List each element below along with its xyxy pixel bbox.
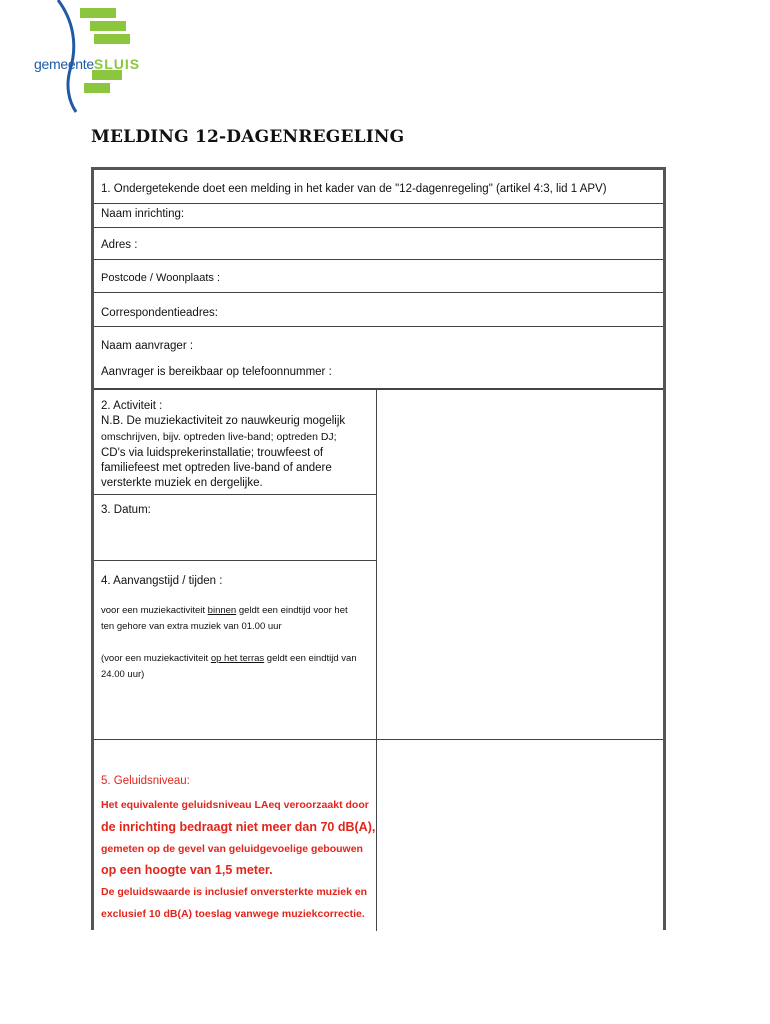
section5-line: gemeten op de gevel van geluidgevoelige gebouwen <box>101 843 363 855</box>
section3-heading: 3. Datum: <box>101 504 151 516</box>
section5-line: Het equivalente geluidsniveau LAeq veroorzaakt door <box>101 799 369 811</box>
section5-line: De geluidswaarde is inclusief onversterkte muziek en <box>101 886 368 898</box>
section4-binnen-line1: voor een muziekactiviteit binnen geldt een eindtijd voor het <box>101 605 348 616</box>
section2-line: N.B. De muziekactiviteit zo nauwkeurig mogelijk <box>101 415 346 427</box>
logo-text: gemeenteSLUIS <box>34 56 141 72</box>
section2-heading: 2. Activiteit : <box>101 400 163 412</box>
label-naam-aanvrager: Naam aanvrager : <box>101 340 194 352</box>
section2-line: versterkte muziek en dergelijke. <box>101 477 263 489</box>
section5-line: op een hoogte van 1,5 meter. <box>101 863 273 877</box>
section2-line: omschrijven, bijv. optreden live-band; optreden DJ; <box>101 431 337 443</box>
gemeente-sluis-logo <box>28 0 148 115</box>
label-bereikbaar-telefoon: Aanvrager is bereikbaar op telefoonnummer : <box>101 366 332 378</box>
section2-line: CD's via luidsprekerinstallatie; trouwfeest of <box>101 447 324 459</box>
label-naam-inrichting: Naam inrichting: <box>101 208 185 220</box>
label-correspondentieadres: Correspondentieadres: <box>101 307 218 319</box>
section5-line: exclusief 10 dB(A) toeslag vanwege muziekcorrectie. <box>101 908 365 920</box>
melding-form <box>91 167 666 930</box>
page-title: MELDING 12-DAGENREGELING <box>91 127 405 147</box>
section4-terras-line2: 24.00 uur) <box>101 669 145 680</box>
section1-heading: 1. Ondergetekende doet een melding in het kader van de "12-dagenregeling" (artikel 4:3, lid 1 APV) <box>101 183 607 195</box>
section5-heading: 5. Geluidsniveau: <box>101 775 190 787</box>
label-postcode-woonplaats: Postcode / Woonplaats : <box>101 272 221 284</box>
label-adres: Adres : <box>101 239 138 251</box>
section2-line: familiefeest met optreden live-band of andere <box>101 462 332 474</box>
section4-heading: 4. Aanvangstijd / tijden : <box>101 575 223 587</box>
section4-binnen-line2: ten gehore van extra muziek van 01.00 uur <box>101 621 282 632</box>
section4-terras-line1: (voor een muziekactiviteit op het terras geldt een eindtijd van <box>101 653 357 664</box>
section5-line: de inrichting bedraagt niet meer dan 70 dB(A), <box>101 820 376 834</box>
